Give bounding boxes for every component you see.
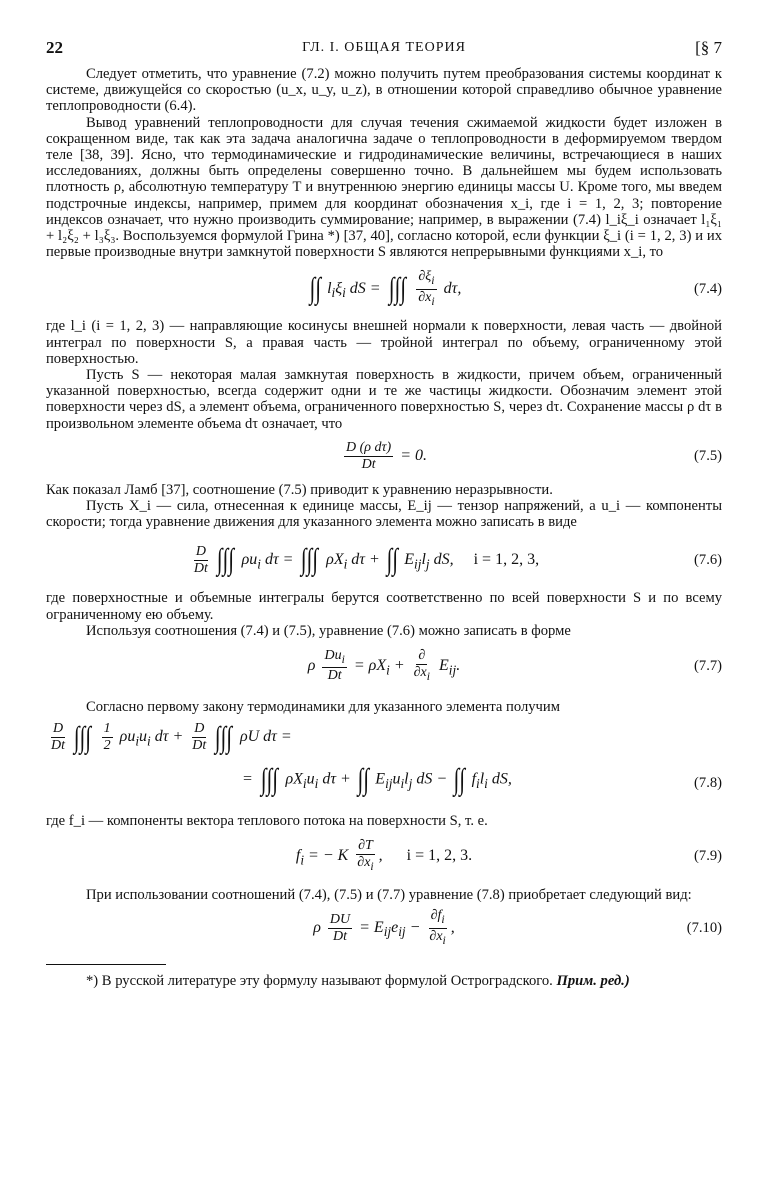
section-mark: [§ 7 <box>695 38 722 57</box>
equation-number: (7.5) <box>694 448 722 465</box>
paragraph: Следует отметить, что уравнение (7.2) можно получить путем преобразования системы координат к системе, движущейся со скоростью (u_x, u_y, u_z), в отношении которой справедливо обычное уравнение теплопроводности (6.4). <box>46 66 722 115</box>
footnote-attribution: Прим. ред.) <box>556 972 630 989</box>
page-number: 22 <box>46 38 63 57</box>
page-header <box>46 38 722 66</box>
equation-7-4 <box>46 260 722 318</box>
paragraph: Пусть X_i — сила, отнесенная к единице массы, E_ij — тензор напряжений, а u_i — компоненты скорости; тогда уравнение движения для указанного элемента можно записать в виде <box>46 498 722 531</box>
equation-body: $f_i$ = − K $\frac{\partial T}{\partial x_i}$ , i = 1, 2, 3. <box>295 838 473 873</box>
paragraph: Как показал Ламб [37], соотношение (7.5) приводит к уравнению неразрывности. <box>46 481 553 498</box>
paragraph: Вывод уравнений теплопроводности для случая течения сжимаемой жидкости будет изложен в сокращенном виде, так как эта задача аналогична задаче о теплопроводности в деформируемом твердом теле [38, 39]. Ясно, что термодинамические и гидродинамические величины, встречающиеся в наших исследованиях, должны быть определены совершенно точно. В дальнейшем мы будем использовать плотность ρ, абсолютную температуру T и внутреннюю энергию единицы массы U. Кроме того, мы введем подстрочные индексы, например, примем для координат обозначения x_i, где i = 1, 2, 3; повторение индексов означает, что нужно производить суммирование; например, в выражении (7.4) l_iξ_i означает l₁ξ₁ + l₂ξ₂ + l₃ξ₃. Воспользуемся формулой Грина *) [37, 40], согласно которой, если функции ξ_i (i = 1, 2, 3) и их первые производные внутри замкнутой поверхности S являются непрерывными функциями x_i, то <box>46 114 722 261</box>
equation-number: (7.10) <box>686 920 722 937</box>
equation-number: (7.4) <box>694 280 722 297</box>
equation-line-1: $\frac{D}{Dt}$ ∫∫∫ $\frac{1}{2}$ $\rho u_iu_i$ dτ + $\frac{D}{Dt}$ ∫∫∫ ρU dτ = <box>51 720 292 754</box>
paragraph: Пусть S — некоторая малая замкнутая поверхность в жидкости, причем объем, ограниченный указанной поверхностью, всегда содержит одни и те же частицы жидкости. Обозначим элемент этой поверхности через dS, а элемент объема, ограниченного поверхностью S, через dτ. Сохранение массы ρ dτ в произвольном элементе объема dτ означает, что <box>46 367 722 432</box>
equation-7-8 <box>46 715 722 807</box>
equation-number: (7.6) <box>694 551 722 568</box>
paragraph: Согласно первому закону термодинамики для указанного элемента получим <box>86 699 560 716</box>
footnote <box>46 973 722 990</box>
equation-body: ∫∫ $l_i\xi_i$ dS = ∫∫∫ $\frac{\partial\xi_i}{\partial x_i}$ dτ, <box>309 269 462 308</box>
equation-7-9 <box>46 829 722 883</box>
equation-body: ρ $\frac{Du_i}{Dt}$ = $\rho X_i$ + $\frac{\partial}{\partial x_i}$ $E_{ij}$. <box>307 647 461 684</box>
chapter-title: ГЛ. I. ОБЩАЯ ТЕОРИЯ <box>302 40 466 55</box>
equation-7-10 <box>46 904 722 954</box>
equation-7-6 <box>46 530 722 590</box>
equation-number: (7.9) <box>694 847 722 864</box>
body-text <box>46 66 722 954</box>
footnote-text: *) В русской литературе эту формулу называют формулой Остроградского. <box>86 972 553 989</box>
paragraph: где f_i — компоненты вектора теплового потока на поверхности S, т. е. <box>46 813 488 830</box>
footnote-divider <box>46 964 166 965</box>
equation-7-5 <box>46 432 722 482</box>
equation-line-2: = ∫∫∫ $\rho X_iu_i$ dτ + ∫∫ $E_{ij}u_il_j$ dS − ∫∫ $f_il_i$ dS, <box>242 763 512 797</box>
paragraph: При использовании соотношений (7.4), (7.5) и (7.7) уравнение (7.8) приобретает следующий вид: <box>86 887 692 904</box>
equation-body: $\frac{D}{Dt}$ ∫∫∫ $\rho u_i$ dτ = ∫∫∫ $\rho X_i$ dτ + ∫∫ $E_{ij}l_j$ dS, i = 1, 2, 3, <box>193 543 540 577</box>
equation-7-7 <box>46 639 722 693</box>
paragraph: где l_i (i = 1, 2, 3) — направляющие косинусы внешней нормали к поверхности, левая часть — двойной интеграл по поверхности S, а правая часть — тройной интеграл по объему, ограниченному этой поверхностью. <box>46 318 722 367</box>
equation-number: (7.7) <box>694 657 722 674</box>
document-page <box>46 38 722 990</box>
paragraph: Используя соотношения (7.4) и (7.5), уравнение (7.6) можно записать в форме <box>86 622 571 639</box>
equation-number: (7.8) <box>694 775 722 792</box>
equation-body: $\frac{\text{D (ρ dτ)}}{Dt}$ = 0. <box>346 440 427 473</box>
equation-body: ρ $\frac{DU}{Dt}$ = $E_{ij}e_{ij}$ − $\frac{\partial f_i}{\partial x_i}$ , <box>313 908 455 947</box>
paragraph: где поверхностные и объемные интегралы берутся соответственно по всей поверхности S и по всему ограниченному ею объему. <box>46 590 722 623</box>
